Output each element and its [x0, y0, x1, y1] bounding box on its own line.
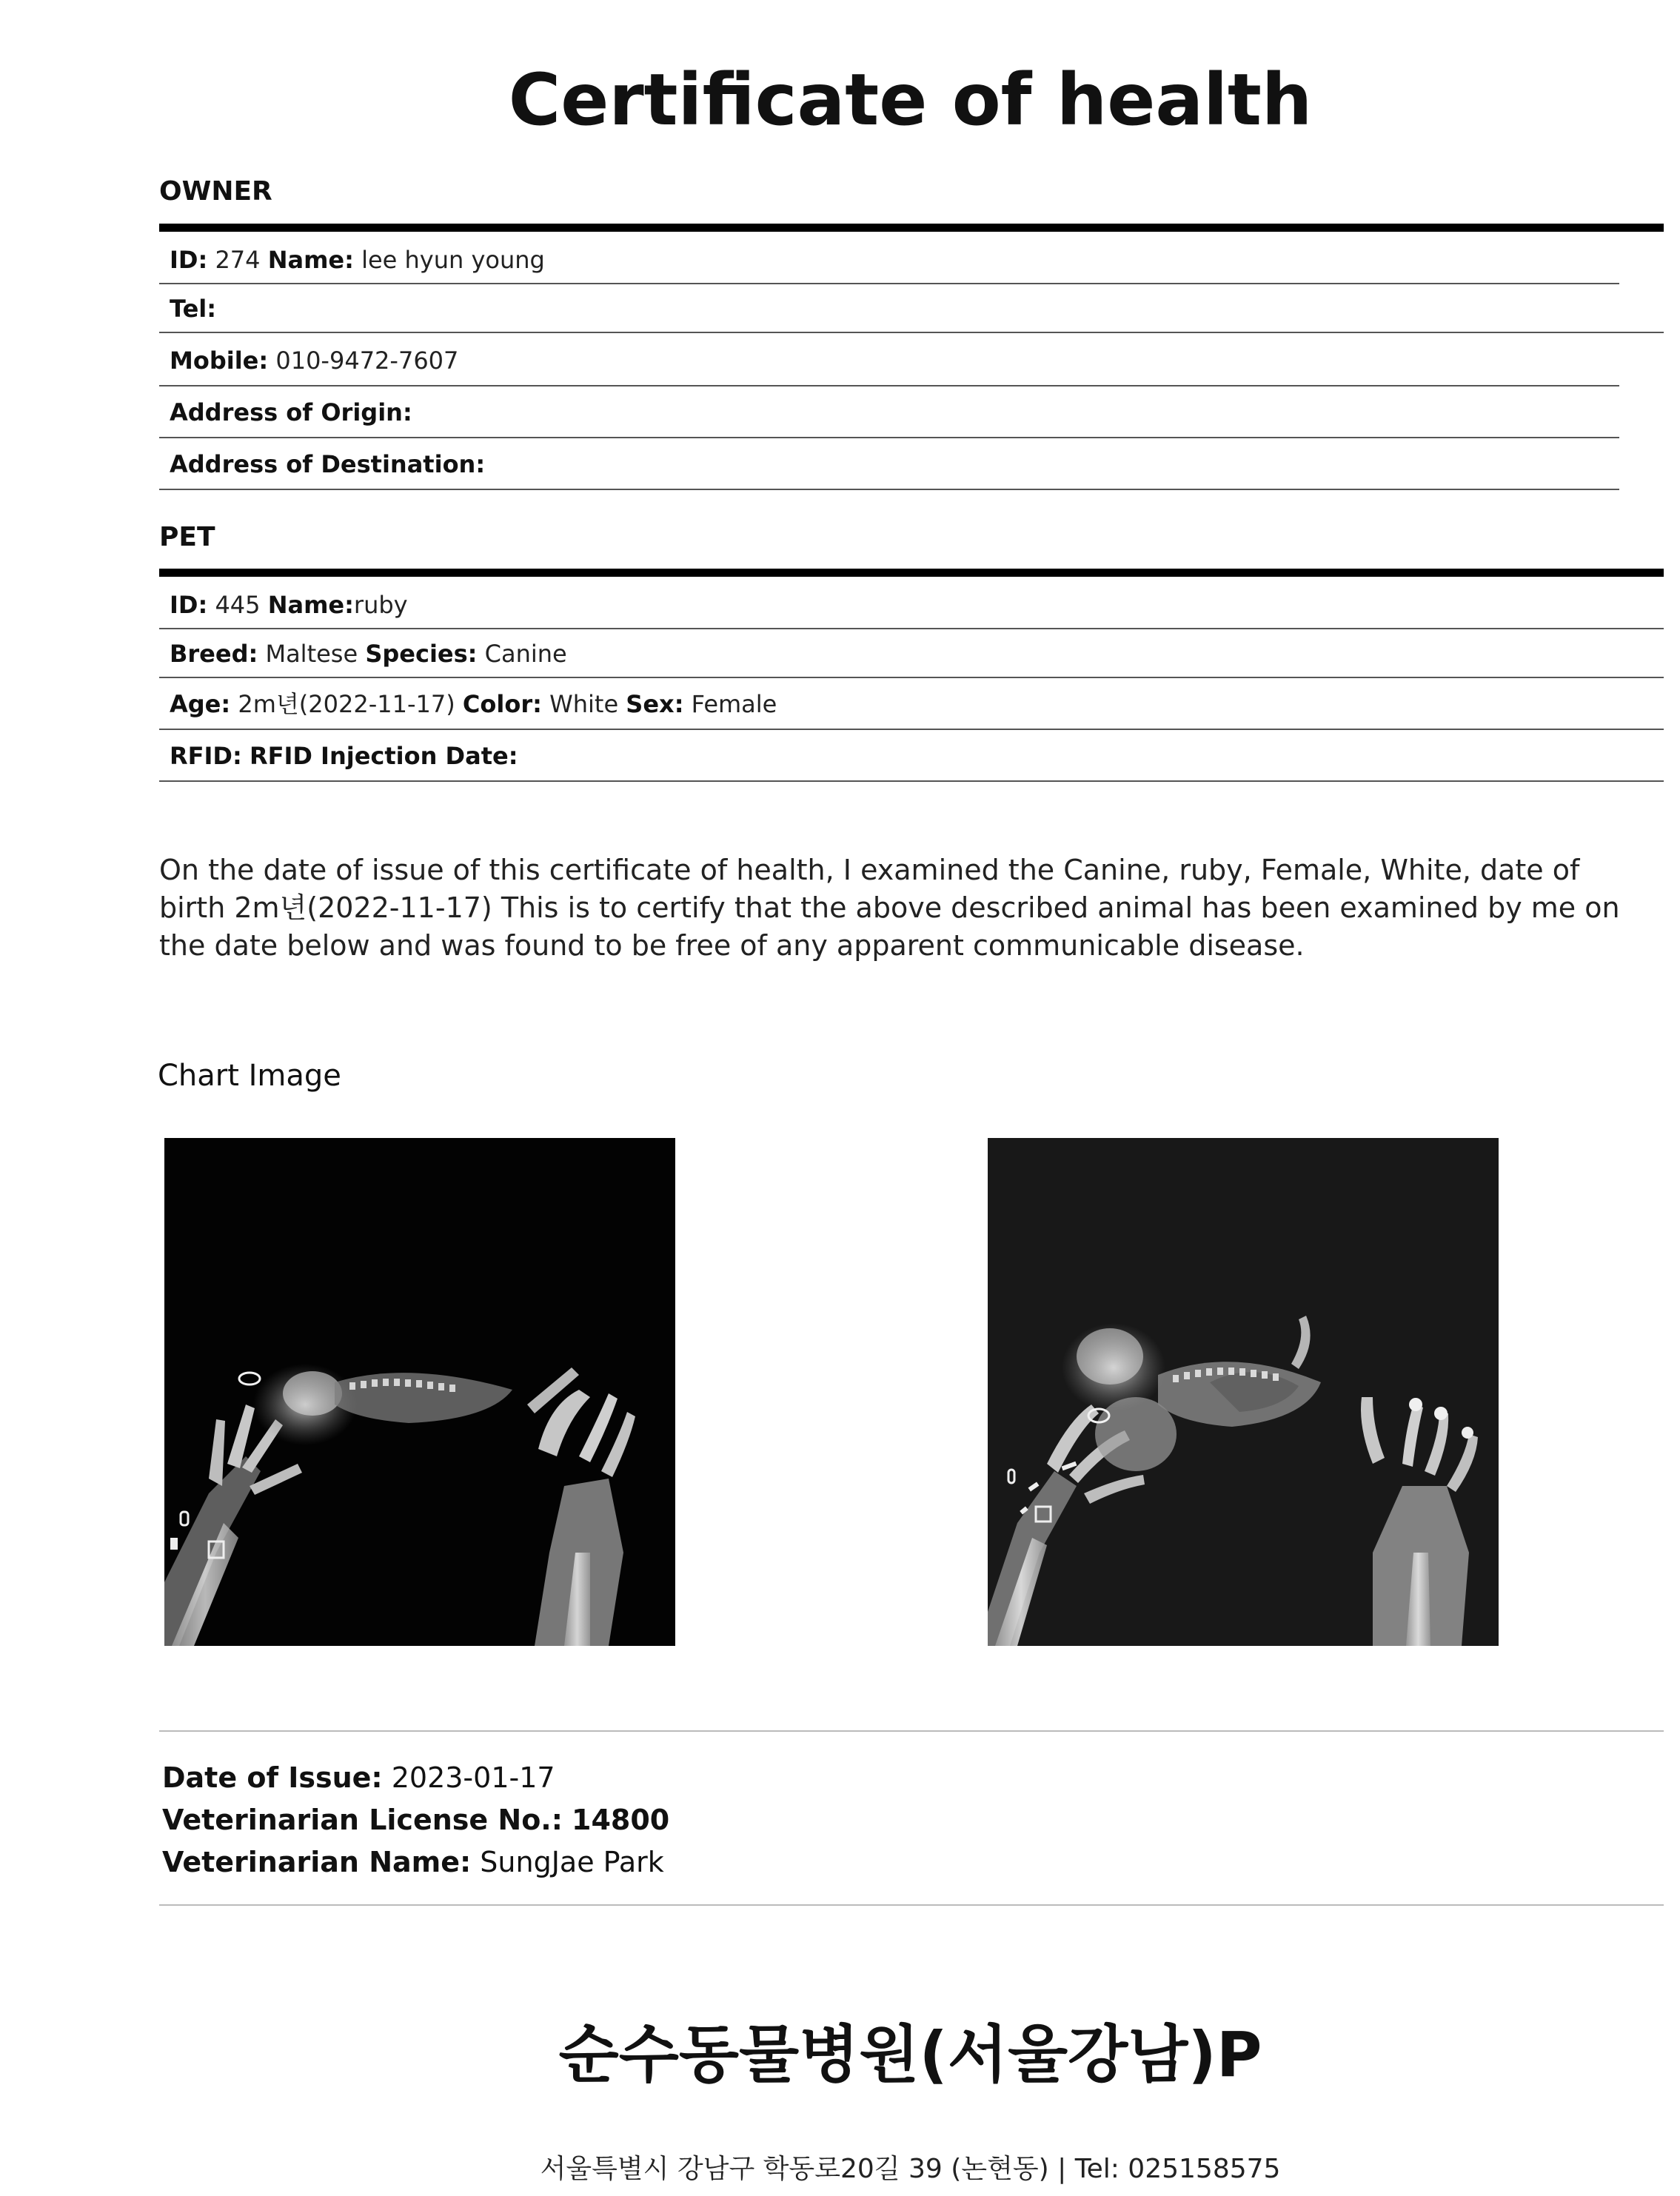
owner-tel-label: Tel: — [170, 295, 217, 323]
owner-mobile-row — [159, 335, 1619, 386]
pet-species-label: Species: — [365, 640, 478, 668]
pet-name-value: ruby — [353, 591, 408, 619]
pet-sex-label: Sex: — [626, 690, 684, 718]
vet-license-value: 14800 — [572, 1804, 670, 1836]
xray-image-1-graphic — [164, 1138, 675, 1646]
xray-image-1 — [164, 1138, 675, 1646]
pet-id-value: 445 — [215, 591, 261, 619]
pet-section-label: PET — [159, 522, 215, 552]
pet-age-label: Age: — [170, 690, 231, 718]
xray-image-2-graphic — [988, 1138, 1499, 1646]
pet-id-label: ID: — [170, 591, 208, 619]
issue-date-line — [162, 1757, 555, 1798]
pet-rfid-row — [159, 730, 1664, 782]
vet-license-line — [162, 1799, 669, 1841]
certification-statement: On the date of issue of this certificate of health, I examined the Canine, ruby, Female, White, date of birth 2m년(2022-11-17) This is to certify that the above described animal has been examined by me on the date below and was found to be free of any apparent communicable disease. — [159, 854, 1620, 962]
owner-mobile-value: 010-9472-7607 — [275, 347, 459, 375]
pet-breed-value: Maltese — [265, 640, 358, 668]
pet-name-label: Name: — [267, 591, 354, 619]
pet-id-name-row — [159, 580, 1664, 629]
owner-name-value: lee hyun young — [361, 246, 545, 274]
pet-rfid-label: RFID: — [170, 742, 242, 770]
xray-image-2 — [988, 1138, 1499, 1646]
pet-age-value: 2m년(2022-11-17) — [238, 690, 455, 718]
owner-section-label: OWNER — [159, 176, 272, 207]
issue-date-label: Date of Issue: — [162, 1761, 383, 1794]
chart-image-label: Chart Image — [158, 1059, 341, 1093]
owner-tel-row — [159, 284, 1664, 333]
pet-section-rule — [159, 569, 1664, 577]
vet-name-label: Veterinarian Name: — [162, 1846, 472, 1878]
owner-origin-row — [159, 386, 1619, 438]
owner-destination-row — [159, 438, 1619, 490]
pet-color-value: White — [549, 690, 619, 718]
owner-mobile-label: Mobile: — [170, 347, 269, 375]
clinic-name: 순수동물병원(서울강남)P — [558, 2018, 1262, 2091]
pet-breed-species-row — [159, 629, 1664, 678]
issue-top-divider — [159, 1730, 1664, 1732]
document-title: Certificate of health — [508, 58, 1313, 141]
issue-date-value: 2023-01-17 — [391, 1761, 555, 1794]
owner-name-label: Name: — [267, 246, 354, 274]
owner-section-rule — [159, 224, 1664, 232]
vet-license-label: Veterinarian License No.: — [162, 1804, 563, 1836]
owner-id-label: ID: — [170, 246, 208, 274]
pet-species-value: Canine — [484, 640, 567, 668]
pet-breed-label: Breed: — [170, 640, 258, 668]
owner-origin-label: Address of Origin: — [170, 398, 412, 426]
owner-id-name-row — [159, 235, 1619, 284]
pet-color-label: Color: — [462, 690, 542, 718]
owner-id-value: 274 — [215, 246, 261, 274]
vet-name-line — [162, 1841, 664, 1883]
pet-rfid-date-label: RFID Injection Date: — [249, 742, 518, 770]
pet-age-color-sex-row — [159, 678, 1664, 730]
vet-name-value: SungJae Park — [480, 1846, 664, 1878]
clinic-address: 서울특별시 강남구 학동로20길 39 (논현동) | Tel: 025158575 — [540, 2154, 1281, 2184]
owner-destination-label: Address of Destination: — [170, 450, 486, 478]
issue-bottom-divider — [159, 1904, 1664, 1906]
pet-sex-value: Female — [691, 690, 777, 718]
